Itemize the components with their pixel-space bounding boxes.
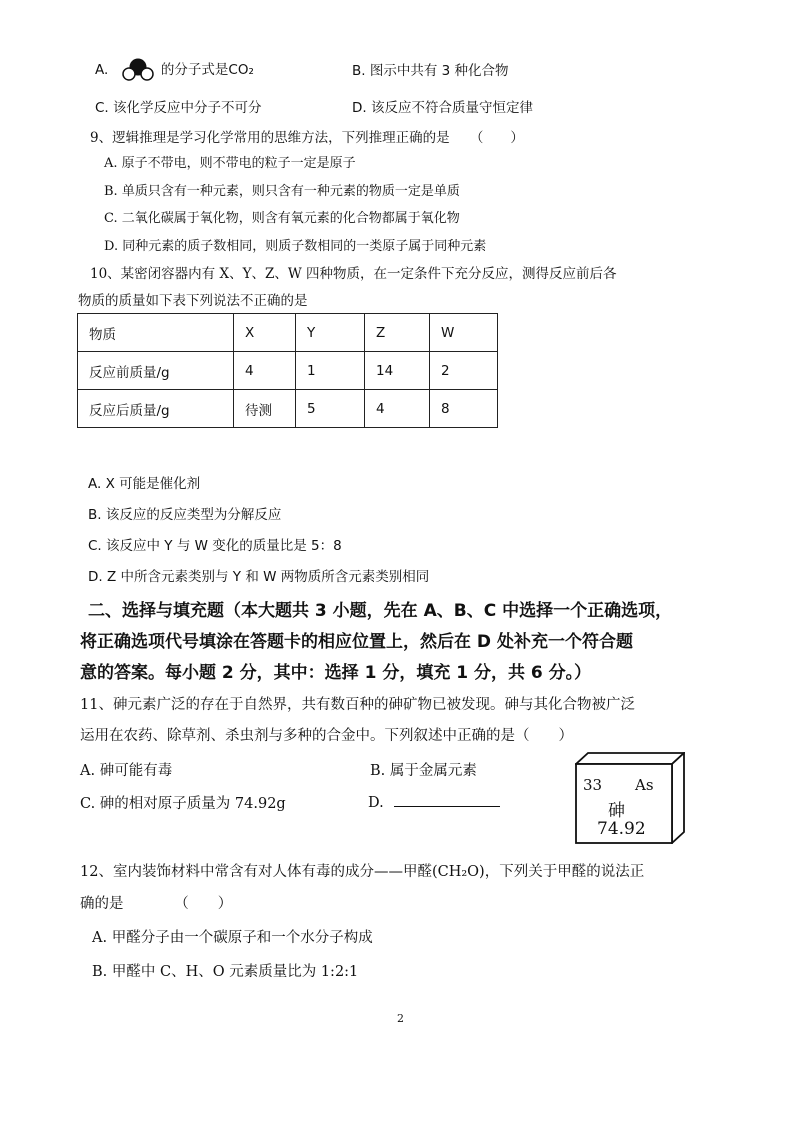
q9-option-d: D. 同种元素的质子数相同，则质子数相同的一类原子属于同种元素: [104, 239, 487, 254]
table-row: [78, 352, 498, 390]
q10-stem-line1: 10、某密闭容器内有 X、Y、Z、W 四种物质，在一定条件下充分反应，测得反应前后各: [90, 266, 617, 282]
molecule-icon: [119, 57, 157, 83]
section2-line2: 将正确选项代号填涂在答题卡的相应位置上，然后在 D 处补充一个符合题: [80, 632, 633, 652]
table-cell: 2: [430, 352, 498, 390]
q8-option-a-text: 的分子式是CO₂: [160, 62, 254, 78]
q10-option-b: B. 该反应的反应类型为分解反应: [88, 507, 282, 523]
table-header-cell: 物质: [78, 314, 234, 352]
q12-stem-line1: 12、室内装饰材料中常含有对人体有毒的成分——甲醛(CH₂O)，下列关于甲醛的说法正: [80, 864, 645, 880]
atomic-mass: 74.92: [597, 819, 646, 839]
q8-option-c: C. 该化学反应中分子不可分: [95, 100, 262, 116]
q11-option-c: C. 砷的相对原子质量为 74.92g: [80, 796, 286, 812]
table-cell: 反应前质量/g: [78, 352, 234, 390]
table-cell: 待测: [234, 390, 296, 428]
q11-option-a: A. 砷可能有毒: [80, 763, 173, 779]
q8-option-b: B. 图示中共有 3 种化合物: [352, 63, 509, 79]
q11-option-b: B. 属于金属元素: [370, 763, 477, 779]
q11-option-d: [368, 792, 500, 811]
q10-option-d: D. Z 中所含元素类别与 Y 和 W 两物质所含元素类别相同: [88, 569, 430, 585]
table-header-cell: W: [430, 314, 498, 352]
q10-stem-line2: 物质的质量如下表下列说法不正确的是: [78, 293, 308, 309]
q9-option-a: A. 原子不带电，则不带电的粒子一定是原子: [104, 156, 356, 171]
table-cell: 1: [296, 352, 365, 390]
answer-blank[interactable]: [394, 792, 500, 807]
q12-stem-line2: 确的是 （ ）: [80, 896, 233, 912]
arsenic-element-card: [575, 752, 685, 844]
table-header-cell: Y: [296, 314, 365, 352]
q9-option-c: C. 二氧化碳属于氧化物，则含有氧元素的化合物都属于氧化物: [104, 211, 460, 226]
q11-stem-line1: 11、砷元素广泛的存在于自然界，共有数百种的砷矿物已被发现。砷与其化合物被广泛: [80, 697, 635, 713]
table-cell: 反应后质量/g: [78, 390, 234, 428]
table-header-cell: X: [234, 314, 296, 352]
q8-option-d: D. 该反应不符合质量守恒定律: [352, 100, 533, 116]
table-cell: 5: [296, 390, 365, 428]
q11-stem-line2: 运用在农药、除草剂、杀虫剂与多种的合金中。下列叙述中正确的是（ ）: [80, 728, 573, 744]
q10-option-c: C. 该反应中 Y 与 W 变化的质量比是 5：8: [88, 538, 342, 554]
q12-option-a: A. 甲醛分子由一个碳原子和一个水分子构成: [92, 930, 373, 946]
q12-option-b: B. 甲醛中 C、H、O 元素质量比为 1:2:1: [92, 964, 359, 980]
q9-option-b: B. 单质只含有一种元素，则只含有一种元素的物质一定是单质: [104, 184, 460, 199]
q8-option-a-label: A.: [95, 62, 109, 78]
q11-option-d-label: D.: [368, 795, 384, 811]
element-name: 砷: [608, 801, 625, 821]
table-header-cell: Z: [365, 314, 430, 352]
table-cell: 8: [430, 390, 498, 428]
mass-table: [77, 313, 498, 428]
q8-option-a: [95, 57, 254, 83]
q9-stem: 9、逻辑推理是学习化学常用的思维方法，下列推理正确的是 （ ）: [90, 130, 524, 146]
section2-line3: 意的答案。每小题 2 分，其中：选择 1 分，填充 1 分，共 6 分。）: [80, 663, 592, 683]
table-cell: 4: [234, 352, 296, 390]
table-row: [78, 390, 498, 428]
element-symbol: As: [635, 776, 654, 794]
page-number: 2: [397, 1012, 404, 1025]
table-header-row: [78, 314, 498, 352]
table-cell: 4: [365, 390, 430, 428]
q10-option-a: A. X 可能是催化剂: [88, 476, 201, 492]
section2-line1: 二、选择与填充题（本大题共 3 小题，先在 A、B、C 中选择一个正确选项，: [88, 601, 673, 621]
atomic-number: 33: [583, 776, 603, 794]
table-cell: 14: [365, 352, 430, 390]
